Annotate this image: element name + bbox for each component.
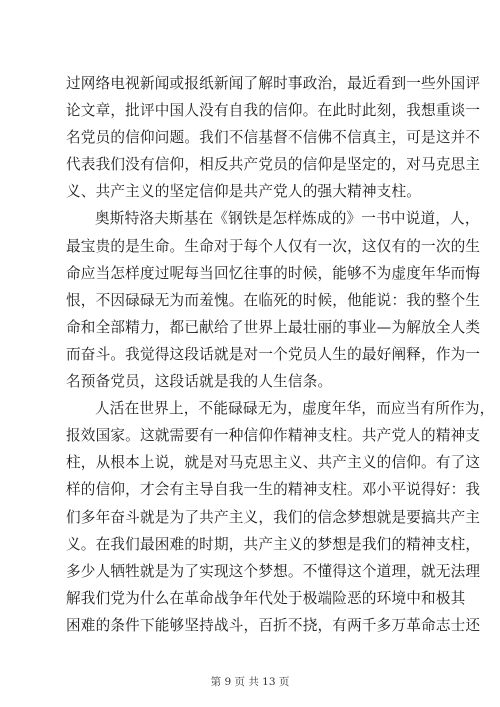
text-line: 命和全部精力，都已献给了世界上最壮丽的事业—为解放全人类 xyxy=(66,318,481,336)
text-line: 过网络电视新闻或报纸新闻了解时事政治，最近看到一些外国评 xyxy=(66,75,481,92)
text-line: 义、共产主义的坚定信仰是共产党人的强大精神支柱。 xyxy=(66,183,422,201)
text-line: 解我们党为什么在革命战争年代处于极端险恶的环境中和极其 xyxy=(66,589,466,607)
text-line: 名预备党员，这段话就是我的人生信条。 xyxy=(66,373,333,391)
text-line: 而奋斗。我觉得这段话就是对一个党员人生的最好阐释，作为一 xyxy=(66,345,481,363)
text-line: 代表我们没有信仰，相反共产党员的信仰是坚定的，对马克思主 xyxy=(66,156,481,174)
text-line: 人活在世界上，不能碌碌无为，虚度年华，而应当有所作为， xyxy=(95,400,495,418)
text-line: 论文章，批评中国人没有自我的信仰。在此时此刻，我想重谈一 xyxy=(66,102,481,120)
text-line: 义。在我们最困难的时期，共产主义的梦想是我们的精神支柱， xyxy=(66,535,481,553)
text-line: 命应当怎样度过呢每当回忆往事的时候，能够不为虚度年华而悔 xyxy=(66,264,481,282)
page-footer: 第 9 页 共 13 页 xyxy=(210,676,290,688)
text-line: 报效国家。这就需要有一种信仰作精神支柱。共产党人的精神支 xyxy=(66,427,481,445)
text-line: 恨，不因碌碌无为而羞愧。在临死的时候，他能说：我的整个生 xyxy=(66,291,481,309)
text-line: 多少人牺牲就是为了实现这个梦想。不懂得这个道理，就无法理 xyxy=(66,562,481,580)
text-line: 柱，从根本上说，就是对马克思主义、共产主义的信仰。有了这 xyxy=(66,454,481,472)
text-line: 名党员的信仰问题。我们不信基督不信佛不信真主，可是这并不 xyxy=(66,129,481,147)
text-line: 最宝贵的是生命。生命对于每个人仅有一次，这仅有的一次的生 xyxy=(66,237,481,255)
body-text xyxy=(66,70,495,639)
text-line: 们多年奋斗就是为了共产主义，我们的信念梦想就是要搞共产主 xyxy=(66,508,481,526)
text-line: 困难的条件下能够坚持战斗，百折不挠，有两千多万革命志士还 xyxy=(66,616,481,634)
text-line: 样的信仰，才会有主导自我一生的精神支柱。邓小平说得好：我 xyxy=(66,481,481,499)
text-line: 奥斯特洛夫斯基在《钢铁是怎样炼成的》一书中说道，人， xyxy=(95,210,480,228)
